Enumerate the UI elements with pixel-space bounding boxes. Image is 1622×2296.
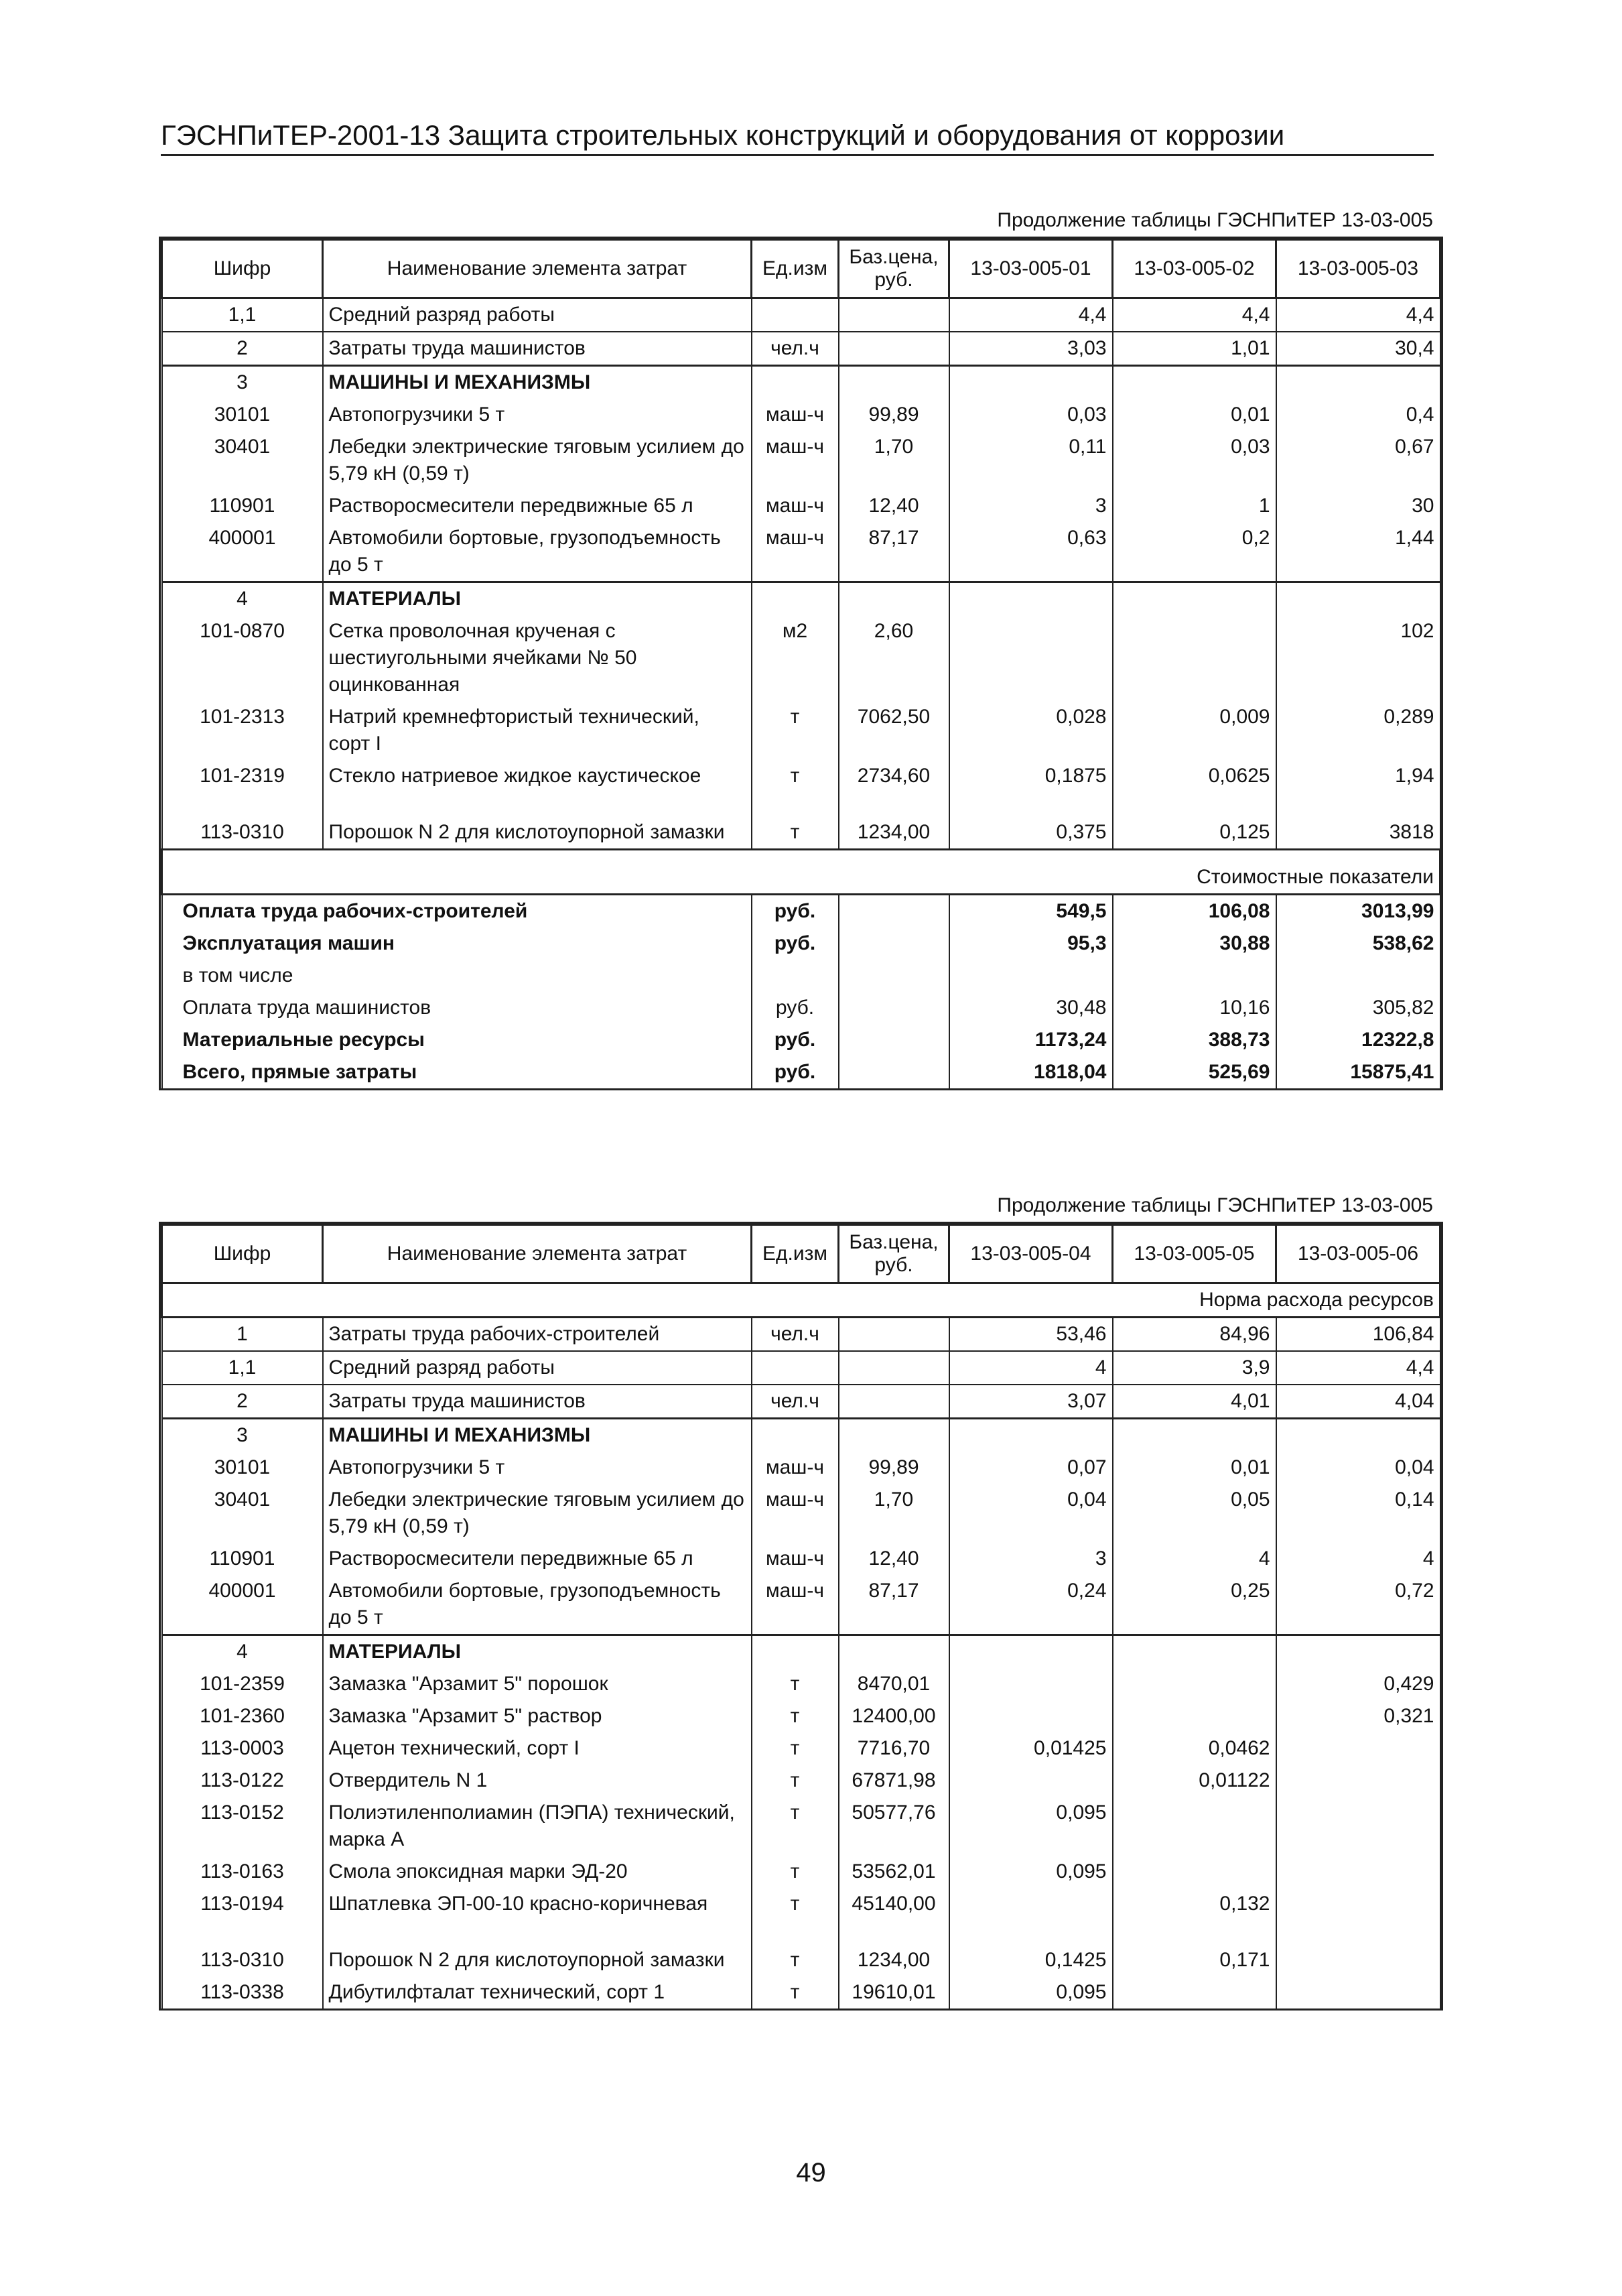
table-row <box>162 1888 1440 1920</box>
table-row <box>162 1318 1440 1352</box>
row-value <box>1276 1888 1440 1920</box>
header-code: Шифр <box>162 240 323 298</box>
row-code: 101-0870 <box>162 615 323 701</box>
row-name: Автопогрузчики 5 т <box>323 1452 752 1484</box>
row-value: 0,321 <box>1276 1700 1440 1732</box>
row-unit: маш-ч <box>752 1452 839 1484</box>
cost-value: 106,08 <box>1113 895 1276 928</box>
row-value: 4,4 <box>1276 298 1440 332</box>
row-value <box>1113 1668 1276 1700</box>
row-value: 0,0462 <box>1113 1732 1276 1765</box>
row-value: 0,05 <box>1113 1484 1276 1543</box>
row-price: 53562,01 <box>839 1856 949 1888</box>
row-value: 0,009 <box>1113 701 1276 760</box>
row-name: Порошок N 2 для кислотоупорной замазки <box>323 792 752 850</box>
row-unit <box>752 1351 839 1385</box>
cost-value: 525,69 <box>1113 1056 1276 1088</box>
cost-value: 305,82 <box>1276 992 1440 1024</box>
table2 <box>161 1224 1441 2008</box>
row-name: Натрий кремнефтористый технический, сорт I <box>323 701 752 760</box>
row-unit: т <box>752 792 839 850</box>
section-title: МАТЕРИАЛЫ <box>323 1635 752 1669</box>
row-name: Полиэтиленполиамин (ПЭПА) технический, марка А <box>323 1797 752 1856</box>
row-unit: маш-ч <box>752 522 839 582</box>
table-row <box>162 1452 1440 1484</box>
row-price: 1234,00 <box>839 1920 949 1976</box>
table-row <box>162 792 1440 850</box>
section-row-materials <box>162 582 1440 616</box>
row-value: 3,9 <box>1113 1351 1276 1385</box>
cost-label: Стоимостные показатели <box>162 850 1440 895</box>
section-code: 3 <box>162 366 323 399</box>
page-number: 49 <box>796 2158 826 2187</box>
row-value <box>1113 615 1276 701</box>
row-price: 19610,01 <box>839 1976 949 2008</box>
table-row <box>162 1351 1440 1385</box>
table-row <box>162 1797 1440 1856</box>
row-value <box>1276 1976 1440 2008</box>
row-value: 0,095 <box>949 1856 1113 1888</box>
row-value <box>1276 1856 1440 1888</box>
row-value: 0,03 <box>949 399 1113 431</box>
row-name: Лебедки электрические тяговым усилием до 5,79 кН (0,59 т) <box>323 431 752 490</box>
row-code: 2 <box>162 1385 323 1419</box>
row-price <box>839 1385 949 1419</box>
row-price: 8470,01 <box>839 1668 949 1700</box>
table-row <box>162 1575 1440 1635</box>
row-price: 1,70 <box>839 1484 949 1543</box>
cost-row <box>162 928 1440 960</box>
row-code: 113-0122 <box>162 1765 323 1797</box>
table-row <box>162 615 1440 701</box>
row-price <box>839 1351 949 1385</box>
row-price: 99,89 <box>839 399 949 431</box>
row-code: 30101 <box>162 399 323 431</box>
row-code: 1 <box>162 1318 323 1352</box>
section-code: 4 <box>162 1635 323 1669</box>
header-col2: 13-03-005-02 <box>1113 240 1276 298</box>
row-value <box>1113 1797 1276 1856</box>
cost-value: 95,3 <box>949 928 1113 960</box>
row-price: 12,40 <box>839 490 949 522</box>
row-code: 113-0003 <box>162 1732 323 1765</box>
cost-value: 538,62 <box>1276 928 1440 960</box>
row-value: 4 <box>1113 1543 1276 1575</box>
row-code: 101-2313 <box>162 701 323 760</box>
row-unit: чел.ч <box>752 1385 839 1419</box>
cost-value: 1818,04 <box>949 1056 1113 1088</box>
table-row <box>162 431 1440 490</box>
row-value: 0,2 <box>1113 522 1276 582</box>
header-col1: 13-03-005-01 <box>949 240 1113 298</box>
table-row <box>162 298 1440 332</box>
cost-row <box>162 960 1440 992</box>
row-value: 3,07 <box>949 1385 1113 1419</box>
row-value: 0,01122 <box>1113 1765 1276 1797</box>
cost-unit: руб. <box>752 1056 839 1088</box>
row-value: 3,03 <box>949 332 1113 366</box>
row-value: 4 <box>949 1351 1113 1385</box>
cost-value: 15875,41 <box>1276 1056 1440 1088</box>
row-unit: т <box>752 1888 839 1920</box>
row-value: 0,01 <box>1113 1452 1276 1484</box>
cost-row <box>162 895 1440 928</box>
row-price: 50577,76 <box>839 1797 949 1856</box>
row-value: 0,095 <box>949 1797 1113 1856</box>
norm-label: Норма расхода ресурсов <box>162 1283 1440 1318</box>
document-header: ГЭСНПиТЕР-2001-13 Защита строительных конструкций и оборудования от коррозии <box>161 119 1434 156</box>
cost-unit: руб. <box>752 1024 839 1056</box>
header-col6: 13-03-005-06 <box>1276 1225 1440 1283</box>
row-price: 87,17 <box>839 522 949 582</box>
row-value: 0,132 <box>1113 1888 1276 1920</box>
cost-value: 388,73 <box>1113 1024 1276 1056</box>
row-name: Автопогрузчики 5 т <box>323 399 752 431</box>
row-unit: т <box>752 1797 839 1856</box>
row-unit: т <box>752 760 839 792</box>
row-code: 110901 <box>162 1543 323 1575</box>
row-unit: т <box>752 1976 839 2008</box>
row-value: 3 <box>949 1543 1113 1575</box>
cost-unit: руб. <box>752 895 839 928</box>
header-unit: Ед.изм <box>752 240 839 298</box>
table-row <box>162 1765 1440 1797</box>
row-code: 400001 <box>162 522 323 582</box>
row-code: 30401 <box>162 1484 323 1543</box>
row-name: Порошок N 2 для кислотоупорной замазки <box>323 1920 752 1976</box>
row-value: 4,4 <box>1276 1351 1440 1385</box>
row-value: 0,04 <box>1276 1452 1440 1484</box>
row-name: Растворосмесители передвижные 65 л <box>323 490 752 522</box>
row-name: Автомобили бортовые, грузоподъемность до 5 т <box>323 522 752 582</box>
table-row <box>162 1668 1440 1700</box>
table-row <box>162 760 1440 792</box>
section-code: 3 <box>162 1419 323 1452</box>
row-price: 7716,70 <box>839 1732 949 1765</box>
table-row <box>162 1920 1440 1976</box>
section-title: МАТЕРИАЛЫ <box>323 582 752 616</box>
cost-row <box>162 1056 1440 1088</box>
row-value: 102 <box>1276 615 1440 701</box>
section-title: МАШИНЫ И МЕХАНИЗМЫ <box>323 366 752 399</box>
row-price: 12,40 <box>839 1543 949 1575</box>
row-code: 101-2360 <box>162 1700 323 1732</box>
table-row <box>162 1700 1440 1732</box>
header-name: Наименование элемента затрат <box>323 240 752 298</box>
row-name: Смола эпоксидная марки ЭД-20 <box>323 1856 752 1888</box>
row-code: 113-0310 <box>162 792 323 850</box>
row-unit: маш-ч <box>752 431 839 490</box>
header-price: Баз.цена, руб. <box>839 1225 949 1283</box>
table-row <box>162 1856 1440 1888</box>
row-code: 1,1 <box>162 298 323 332</box>
cost-value: 12322,8 <box>1276 1024 1440 1056</box>
row-value: 0,289 <box>1276 701 1440 760</box>
row-code: 113-0152 <box>162 1797 323 1856</box>
row-unit: чел.ч <box>752 1318 839 1352</box>
table2-caption: Продолжение таблицы ГЭСНПиТЕР 13-03-005 <box>997 1194 1433 1216</box>
row-code: 30101 <box>162 1452 323 1484</box>
cost-value: 3013,99 <box>1276 895 1440 928</box>
row-unit: маш-ч <box>752 1575 839 1635</box>
row-code: 400001 <box>162 1575 323 1635</box>
row-value <box>1113 1976 1276 2008</box>
cost-unit: руб. <box>752 928 839 960</box>
table-row <box>162 399 1440 431</box>
row-value: 30,4 <box>1276 332 1440 366</box>
cost-value: 549,5 <box>949 895 1113 928</box>
row-value <box>1276 1797 1440 1856</box>
row-code: 101-2359 <box>162 1668 323 1700</box>
row-value: 0,11 <box>949 431 1113 490</box>
row-name: Растворосмесители передвижные 65 л <box>323 1543 752 1575</box>
row-value: 0,01425 <box>949 1732 1113 1765</box>
row-name: Затраты труда машинистов <box>323 1385 752 1419</box>
row-value <box>1276 1765 1440 1797</box>
cost-name: Оплата труда машинистов <box>162 992 752 1024</box>
table-row <box>162 1484 1440 1543</box>
row-value: 53,46 <box>949 1318 1113 1352</box>
row-value: 3 <box>949 490 1113 522</box>
row-price: 67871,98 <box>839 1765 949 1797</box>
table-row <box>162 701 1440 760</box>
row-code: 113-0163 <box>162 1856 323 1888</box>
cost-value: 1173,24 <box>949 1024 1113 1056</box>
header-unit: Ед.изм <box>752 1225 839 1283</box>
row-name: Стекло натриевое жидкое каустическое <box>323 760 752 792</box>
row-unit: маш-ч <box>752 399 839 431</box>
row-name: Шпатлевка ЭП-00-10 красно-коричневая <box>323 1888 752 1920</box>
row-value <box>949 1765 1113 1797</box>
cost-value: 30,48 <box>949 992 1113 1024</box>
row-value: 0,04 <box>949 1484 1113 1543</box>
row-value: 4,01 <box>1113 1385 1276 1419</box>
row-code: 101-2319 <box>162 760 323 792</box>
row-value: 4,04 <box>1276 1385 1440 1419</box>
cost-name: Эксплуатация машин <box>162 928 752 960</box>
row-unit: маш-ч <box>752 1543 839 1575</box>
row-name: Лебедки электрические тяговым усилием до 5,79 кН (0,59 т) <box>323 1484 752 1543</box>
row-code: 113-0310 <box>162 1920 323 1976</box>
cost-name: Всего, прямые затраты <box>162 1056 752 1088</box>
row-unit: т <box>752 1920 839 1976</box>
row-value <box>949 1700 1113 1732</box>
row-value: 0,0625 <box>1113 760 1276 792</box>
cost-name: Материальные ресурсы <box>162 1024 752 1056</box>
table-row <box>162 1385 1440 1419</box>
row-value: 0,24 <box>949 1575 1113 1635</box>
section-row-machines <box>162 1419 1440 1452</box>
row-value <box>1113 1700 1276 1732</box>
row-code: 30401 <box>162 431 323 490</box>
row-value: 0,72 <box>1276 1575 1440 1635</box>
table-row <box>162 490 1440 522</box>
row-value: 3818 <box>1276 792 1440 850</box>
row-value: 0,125 <box>1113 792 1276 850</box>
row-price: 87,17 <box>839 1575 949 1635</box>
cost-row <box>162 992 1440 1024</box>
cost-value: 10,16 <box>1113 992 1276 1024</box>
row-value: 0,07 <box>949 1452 1113 1484</box>
table1-header-row <box>162 240 1440 298</box>
row-value: 106,84 <box>1276 1318 1440 1352</box>
row-value: 0,095 <box>949 1976 1113 2008</box>
row-value: 0,67 <box>1276 431 1440 490</box>
row-value: 0,1425 <box>949 1920 1113 1976</box>
row-value: 1,44 <box>1276 522 1440 582</box>
row-value: 0,4 <box>1276 399 1440 431</box>
row-value <box>949 615 1113 701</box>
row-value: 84,96 <box>1113 1318 1276 1352</box>
header-code: Шифр <box>162 1225 323 1283</box>
row-value: 1,01 <box>1113 332 1276 366</box>
section-row-materials <box>162 1635 1440 1669</box>
row-code: 1,1 <box>162 1351 323 1385</box>
table-row <box>162 522 1440 582</box>
row-price: 1234,00 <box>839 792 949 850</box>
row-price: 1,70 <box>839 431 949 490</box>
row-name: Средний разряд работы <box>323 298 752 332</box>
header-name: Наименование элемента затрат <box>323 1225 752 1283</box>
row-value <box>949 1888 1113 1920</box>
row-value: 0,25 <box>1113 1575 1276 1635</box>
row-price: 12400,00 <box>839 1700 949 1732</box>
row-value <box>1113 1856 1276 1888</box>
row-value: 0,14 <box>1276 1484 1440 1543</box>
row-unit: т <box>752 1856 839 1888</box>
row-unit: чел.ч <box>752 332 839 366</box>
table-row <box>162 1732 1440 1765</box>
row-name: Средний разряд работы <box>323 1351 752 1385</box>
row-name: Автомобили бортовые, грузоподъемность до 5 т <box>323 1575 752 1635</box>
row-unit: т <box>752 1700 839 1732</box>
row-value: 0,1875 <box>949 760 1113 792</box>
norm-label-row <box>162 1283 1440 1318</box>
row-value: 0,03 <box>1113 431 1276 490</box>
row-name: Сетка проволочная крученая с шестиугольными ячейками № 50 оцинкованная <box>323 615 752 701</box>
row-price <box>839 298 949 332</box>
row-value: 0,429 <box>1276 1668 1440 1700</box>
table-row <box>162 332 1440 366</box>
cost-unit: руб. <box>752 992 839 1024</box>
cost-name: Оплата труда рабочих-строителей <box>162 895 752 928</box>
row-code: 113-0338 <box>162 1976 323 2008</box>
row-name: Замазка "Арзамит 5" порошок <box>323 1668 752 1700</box>
row-code: 113-0194 <box>162 1888 323 1920</box>
row-unit: т <box>752 701 839 760</box>
row-price <box>839 1318 949 1352</box>
row-value: 1,94 <box>1276 760 1440 792</box>
row-value: 1 <box>1113 490 1276 522</box>
row-unit: т <box>752 1765 839 1797</box>
row-value <box>1276 1920 1440 1976</box>
row-price: 2734,60 <box>839 760 949 792</box>
row-name: Затраты труда рабочих-строителей <box>323 1318 752 1352</box>
row-value: 4,4 <box>949 298 1113 332</box>
row-value: 4 <box>1276 1543 1440 1575</box>
row-unit: м2 <box>752 615 839 701</box>
row-price <box>839 332 949 366</box>
row-unit: маш-ч <box>752 1484 839 1543</box>
row-unit: т <box>752 1668 839 1700</box>
section-title: МАШИНЫ И МЕХАНИЗМЫ <box>323 1419 752 1452</box>
header-col4: 13-03-005-04 <box>949 1225 1113 1283</box>
header-col3: 13-03-005-03 <box>1276 240 1440 298</box>
row-price: 2,60 <box>839 615 949 701</box>
row-price: 99,89 <box>839 1452 949 1484</box>
table-row <box>162 1543 1440 1575</box>
row-value: 0,171 <box>1113 1920 1276 1976</box>
table2-header-row <box>162 1225 1440 1283</box>
row-name: Отвердитель N 1 <box>323 1765 752 1797</box>
row-value <box>1276 1732 1440 1765</box>
section-row-machines <box>162 366 1440 399</box>
row-value: 0,375 <box>949 792 1113 850</box>
table-row <box>162 1976 1440 2008</box>
row-code: 110901 <box>162 490 323 522</box>
row-value: 0,01 <box>1113 399 1276 431</box>
row-name: Дибутилфталат технический, сорт 1 <box>323 1976 752 2008</box>
row-name: Замазка "Арзамит 5" раствор <box>323 1700 752 1732</box>
section-code: 4 <box>162 582 323 616</box>
cost-name: в том числе <box>162 960 752 992</box>
table1 <box>161 239 1441 1088</box>
row-value: 4,4 <box>1113 298 1276 332</box>
cost-value: 30,88 <box>1113 928 1276 960</box>
row-value: 0,63 <box>949 522 1113 582</box>
header-col5: 13-03-005-05 <box>1113 1225 1276 1283</box>
row-name: Затраты труда машинистов <box>323 332 752 366</box>
row-name: Ацетон технический, сорт I <box>323 1732 752 1765</box>
row-unit <box>752 298 839 332</box>
row-value: 0,028 <box>949 701 1113 760</box>
cost-row <box>162 1024 1440 1056</box>
row-price: 7062,50 <box>839 701 949 760</box>
row-code: 2 <box>162 332 323 366</box>
row-value: 30 <box>1276 490 1440 522</box>
row-price: 45140,00 <box>839 1888 949 1920</box>
table1-caption: Продолжение таблицы ГЭСНПиТЕР 13-03-005 <box>997 209 1433 231</box>
header-price: Баз.цена, руб. <box>839 240 949 298</box>
cost-label-row <box>162 850 1440 895</box>
row-value <box>949 1668 1113 1700</box>
row-unit: маш-ч <box>752 490 839 522</box>
row-unit: т <box>752 1732 839 1765</box>
